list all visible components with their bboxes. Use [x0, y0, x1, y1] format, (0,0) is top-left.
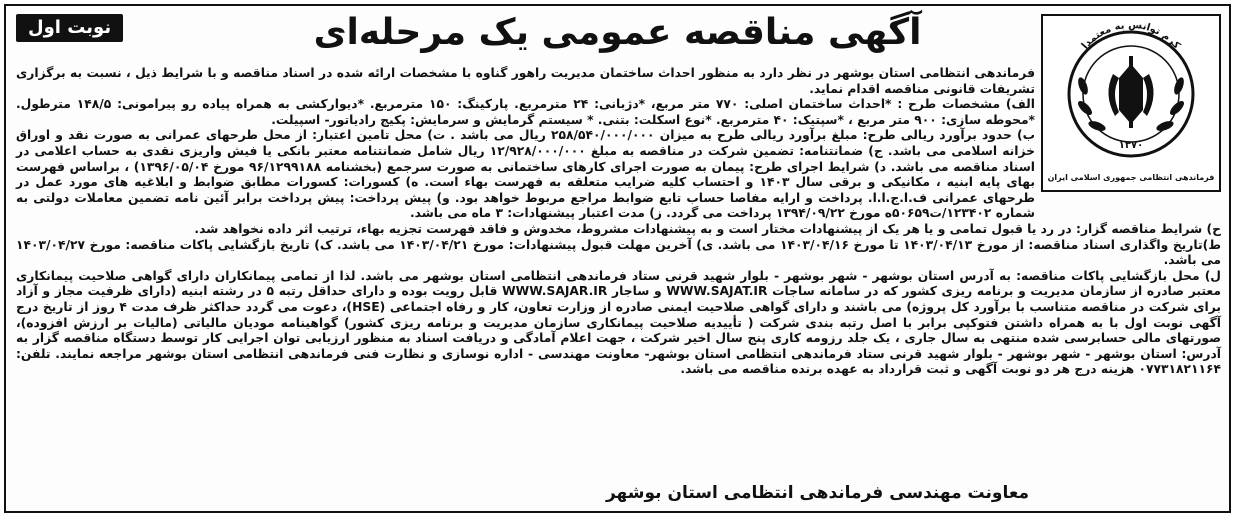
first-round-badge: نوبت اول	[16, 14, 123, 42]
intro-paragraph: فرماندهی انتظامی استان بوشهر در نظر دارد به منظور احداث ساختمان مدیریت راهور گناوه با مشخصات ارائه شده در اسناد مناقصه و با شرایط ذیل ، نسبت به برگزاری تشریفات قانونی مناقصه اقدام نماید.	[16, 66, 1035, 96]
section-label: ح) شرایط مناقصه گزار:	[1076, 221, 1221, 236]
notice-title: آگهی مناقصه عمومی یک مرحله‌ای	[313, 12, 922, 53]
section-text: به آدرس استان بوشهر - شهر بوشهر - بلوار شهید قرنی ستاد فرماندهی انتظامی استان بوشهر می باشد. لذا از تمامی پیمانکاران دارای گواهی صلاحیت پیمانکاری معتبر صادره از سازمان مدیریت و برنامه ریزی کشور که در سامانه ساجات WWW.SAJAT.IR و ساجار WWW.SAJAR.IR قابل رویت بوده و دارای حداقل رتبه ۵ در رشته ابنیه (دارای ظرفیت مجاز و آزاد برای شرکت در مناقصه متناسب با برآورد کل پروژه) می باشند و دارای گواهی صلاحیت ایمنی صادره از وزارت تعاون، کار و رفاه اجتماعی (HSE)، دعوت می گردد حداکثر ظرف مدت ۴ روز از تاریخ درج آگهی نوبت اول با به همراه داشتن فتوکپی برابر با اصل رتبه بندی شرکت ( تأییدیه صلاحیت پیمانکاری سازمان مدیریت و برنامه ریزی کشور) گواهینامه مودیان مالیاتی (مالیات بر ارزش افزوده)، صورتهای مالی حسابرسی شده منتهی به سال جاری ، یک جلد رزومه کاری پنج سال اخیر شرکت ، جهت اعلام آمادگی و دریافت اسناد به منظور ارزیابی توان اجرایی کار توسط دستگاه مناقصه گزار به آدرس: استان بوشهر - شهر بوشهر - بلوار شهید قرنی ستاد فرماندهی انتظامی استان بوشهر- معاونت مهندسی - اداره نوسازی و نظارت فنی فرماندهی انتظامی استان بوشهر مراجعه نمایند. تلفن: ۰۷۷۳۱۸۲۱۱۶۴ هزینه درج هر دو نوبت آگهی و ثبت قرارداد به عهده برنده مناقصه می باشد.	[16, 268, 1221, 377]
section-dates	[16, 238, 1221, 269]
tender-notice	[4, 4, 1231, 513]
section-label: ب) حدود برآورد ریالی طرح:	[862, 128, 1035, 143]
section-text: در رد یا قبول تمامی و یا هر یک از پیشنهادات مختار است و به پیشنهادات مشروط، مخدوش و فاقد فهرست تجزیه بهاء، ترتیب اثر داده نخواهد شد.	[194, 221, 1072, 236]
emblem-year: ۱۳۷۰	[1118, 140, 1144, 151]
section-specs	[16, 97, 1035, 128]
section-location	[16, 269, 1221, 378]
section-estimate	[16, 128, 1035, 222]
emblem-top-text: کرم توانس به معتمدا	[1079, 19, 1183, 52]
section-conditions	[16, 222, 1221, 238]
section-label: ط)تاریخ واگذاری اسناد مناقصه:	[1028, 237, 1221, 252]
issuer-footer: معاونت مهندسی فرماندهی انتظامی استان بوشهر	[605, 483, 1029, 503]
notice-body	[16, 66, 1221, 378]
section-label: ل) محل بازگشایی پاکات مناقصه:	[1016, 268, 1221, 283]
section-text: *احداث ساختمان اصلی: ۷۷۰ متر مربع، *دژبانی: ۲۴ مترمربع. پارکینگ: ۱۵۰ مترمربع. *دیوارکشی به همراه پیاده رو پیرامونی: ۱۴۸/۵ مترطول. *محوطه سازی: ۹۰۰ متر مربع ، *سپتیک: ۴۰ مترمربع. *نوع اسکلت: بتنی. * سیستم گرمایش و سرمایش: پکیج رادیاتور- اسپیلت.	[16, 97, 1035, 127]
emblem-caption: فرماندهی انتظامی جمهوری اسلامی ایران	[1047, 173, 1215, 182]
section-text: مبلغ برآورد ریالی طرح به میزان ۲۵۸/۵۴۰/۰۰۰/۰۰۰ ریال می باشد . ت) محل تامین اعتبار: از محل طرحهای عمرانی به صورت نقد و اوراق خزانه اسلامی می باشد. ج) ضمانتنامه: تضمین شرکت در مناقصه به مبلغ ۱۲/۹۲۸/۰۰۰/۰۰۰ ریال شامل ضمانتنامه معتبر بانکی یا فیش واریزی نقدی به حساب اعلامی در اسناد مناقصه می باشد. د) شرایط اجرای طرح: پیمان به صورت اجرای کارهای ساختمانی به صورت سرجمع (بخشنامه ۹۶/۱۲۹۹۱۸۸ مورخ ۱۳۹۶/۰۵/۰۴) ، براساس فهرست بهای پایه ابنیه ، مکانیکی و برقی سال ۱۴۰۳ و احتساب کلیه ضرایب متعلقه به فهرست بهاء است. ه) کسورات: کسورات مطابق ضوابط و ابلاغیه های مورد عمل در طرحهای عمرانی ف.ا.ج.ا.ا. پرداخت و ارایه مفاصا حساب تابع ضوابط مراجع مربوط خواهد بود. و) پیش پرداخت: پیش پرداخت برابر آئین نامه تضمین معاملات دولتی به شماره ۱۲۳۴۰۲/ت۵۰۶۵۹ه مورخ ۱۳۹۴/۰۹/۲۲ پرداخت می گردد. ز) مدت اعتبار پیشنهادات: ۳ ماه می باشد.	[16, 128, 1036, 221]
section-label: الف) مشخصات طرح :	[897, 97, 1035, 112]
section-text: از مورخ ۱۴۰۳/۰۴/۱۳ تا مورخ ۱۴۰۳/۰۴/۱۶ می باشد. ی) آخرین مهلت قبول پیشنهادات: مورخ ۱۴۰۳/۰۴/۲۱ می باشد. ک) تاریخ بازگشایی پاکات مناقصه: مورخ ۱۴۰۳/۰۴/۲۷ می باشد.	[16, 237, 1221, 268]
